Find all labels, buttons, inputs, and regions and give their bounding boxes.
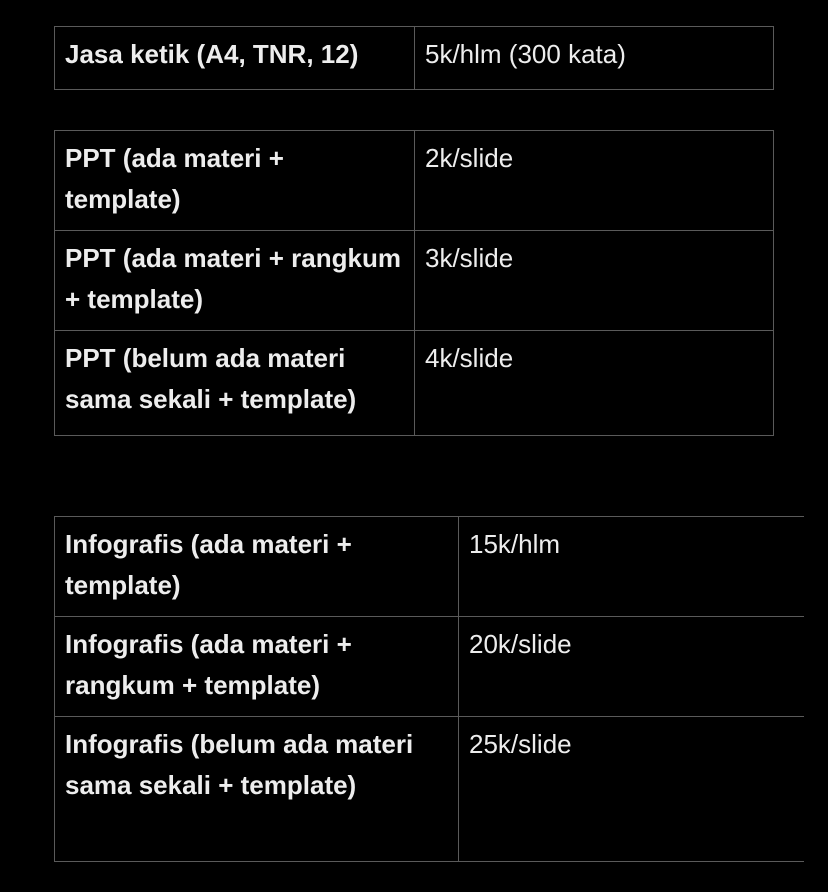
price-table-infographic	[54, 516, 804, 862]
price-cell: 3k/slide	[415, 231, 774, 331]
table-row	[55, 617, 805, 717]
table-row	[55, 717, 805, 862]
service-cell: PPT (ada materi + template)	[55, 131, 415, 231]
table-row	[55, 231, 774, 331]
table-row	[55, 131, 774, 231]
price-cell: 25k/slide	[459, 717, 805, 862]
price-cell: 5k/hlm (300 kata)	[415, 27, 774, 90]
service-cell: Infografis (belum ada materi sama sekali + template)	[55, 717, 459, 862]
table-row	[55, 27, 774, 90]
service-cell: PPT (ada materi + rangkum + template)	[55, 231, 415, 331]
price-cell: 20k/slide	[459, 617, 805, 717]
service-cell: PPT (belum ada materi sama sekali + template)	[55, 331, 415, 436]
price-cell: 2k/slide	[415, 131, 774, 231]
price-table-typing	[54, 26, 774, 90]
service-cell: Infografis (ada materi + template)	[55, 517, 459, 617]
table-row	[55, 517, 805, 617]
service-cell: Infografis (ada materi + rangkum + template)	[55, 617, 459, 717]
price-table-ppt	[54, 130, 774, 436]
service-cell: Jasa ketik (A4, TNR, 12)	[55, 27, 415, 90]
table-row	[55, 331, 774, 436]
price-cell: 4k/slide	[415, 331, 774, 436]
price-cell: 15k/hlm	[459, 517, 805, 617]
